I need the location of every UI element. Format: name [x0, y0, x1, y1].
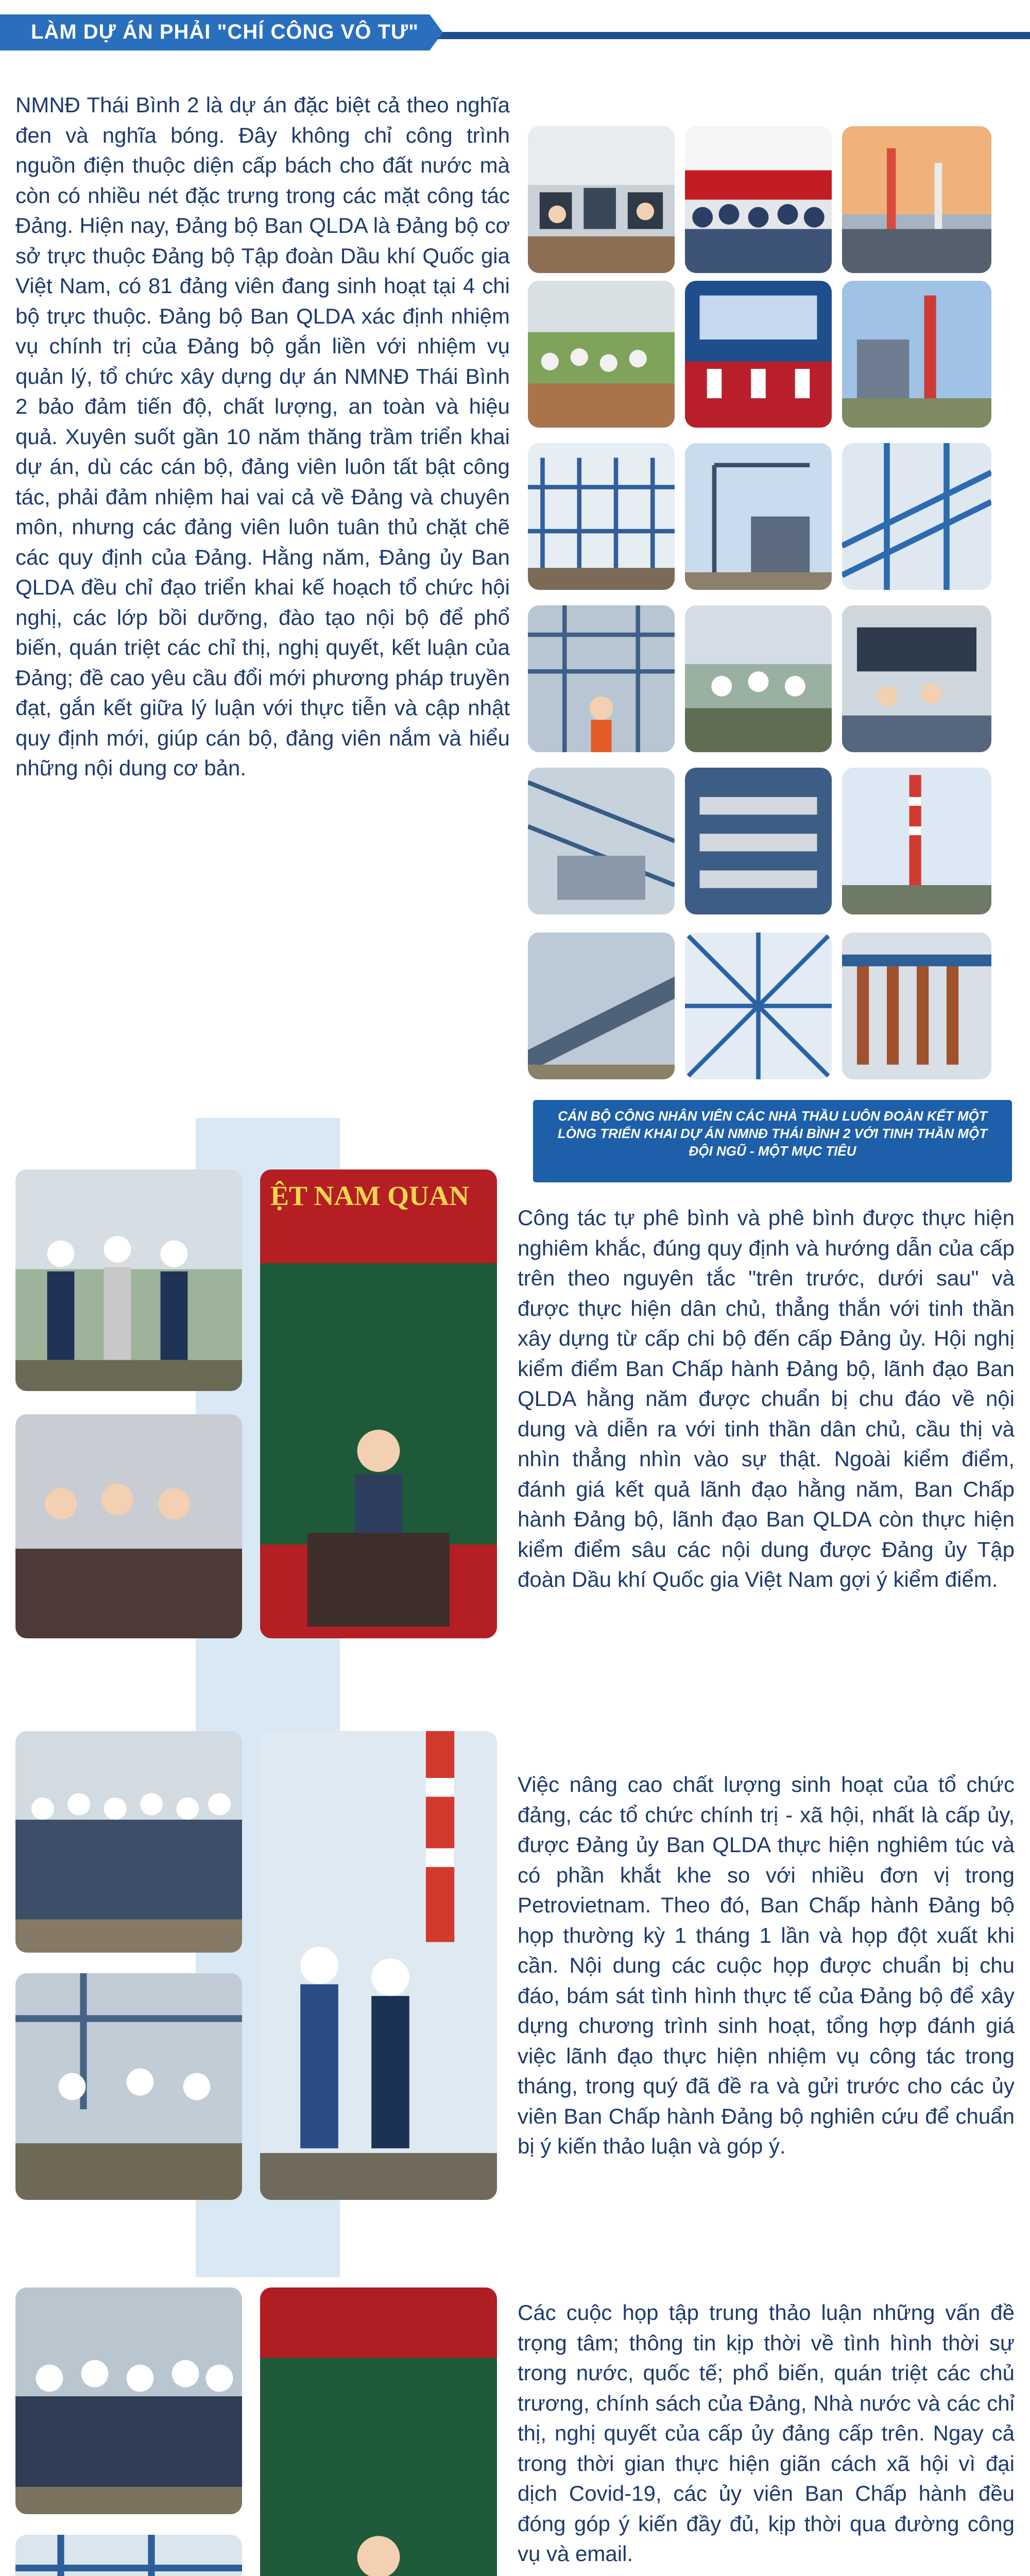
- photo-plant-sky: [842, 281, 991, 428]
- photo-structure-blue: [842, 443, 991, 590]
- photo-speaker-desk: [260, 2287, 497, 2576]
- photo-group-crowd: [685, 126, 832, 273]
- paragraph-meeting-quality: Việc nâng cao chất lượng sinh hoạt của tổ chức đảng, các tổ chức chính trị - xã hội, nhất là cấp ủy, được Đảng ủy Ban QLDA thực hiện nghiêm túc và có phần khắt khe so với nhiều đơn vị trong Petrovietnam. Theo đó, Ban Chấp hành Đảng bộ họp thường kỳ 1 tháng 1 lần và họp đột xuất khi cần. Nội dung các cuộc họp được chuẩn bị chu đáo, bám sát tình hình thực tế của Đảng bộ để xây dựng chương trình sinh hoạt, tổng hợp đánh giá việc lãnh đạo thực hiện nhiệm vụ công tác trong tháng, trong quý đã đề ra và gửi trước cho các ủy viên Ban Chấp hành Đảng bộ nghiên cứu để chuẩn bị ý kiến thảo luận và góp ý.: [518, 1772, 1015, 2158]
- photo-walking-site: [15, 1973, 242, 2200]
- photo-chimney-wide: [842, 768, 991, 914]
- intro-paragraph: NMNĐ Thái Bình 2 là dự án đặc biệt cả theo nghĩa đen và nghĩa bóng. Đây không chỉ công trình nguồn điện thuộc diện cấp bách cho đất nước mà còn có nhiều nét đặc trưng trong các mặt công tác Đảng. Hiện nay, Đảng bộ Ban QLDA là Đảng bộ cơ sở trực thuộc Đảng bộ Tập đoàn Dầu khí Quốc gia Việt Nam, có 81 đảng viên đang sinh hoạt tại 4 chi bộ trực thuộc. Đảng bộ Ban QLDA xác định nhiệm vụ chính trị của Đảng bộ gắn liền với nhiệm vụ quản lý, tổ chức xây dựng dự án NMNĐ Thái Bình 2 bảo đảm tiến độ, chất lượng, an toàn và hiệu quả. Xuyên suốt gần 10 năm thăng trầm triển khai dự án, dù các cán bộ, đảng viên luôn tất bật công tác, phải đảm nhiệm hai vai cả về Đảng và chuyên môn, nhưng các đảng viên luôn tuân thủ chặt chẽ các quy định của Đảng. Hằng năm, Đảng ủy Ban QLDA đều chỉ đạo triển khai kế hoạch tổ chức hội nghị, các lớp bồi dưỡng, đào tạo nội bộ để phổ biến, quán triệt các chỉ thị, nghị quyết, kết luận của Đảng; đề cao yêu cầu đổi mới phương pháp truyền đạt, gắn kết giữa lý luận với thực tiễn và cập nhật quy định mới, giúp cán bộ, đảng viên nắm và hiểu những nội dung cơ bản.: [15, 93, 510, 780]
- photo-site-visit-helmets: [15, 1170, 242, 1391]
- photo-crane-site: [685, 443, 832, 590]
- photo-meeting-field: [528, 281, 675, 428]
- photo-inspection: [685, 605, 832, 752]
- photo-group-helmets-2: [15, 2287, 242, 2514]
- photo-inspection-chimney: [260, 1731, 497, 2200]
- photo-office-room: [528, 126, 675, 273]
- photo-steel-frame: [528, 443, 675, 590]
- banner-text: ỆT NAM QUAN: [270, 1180, 470, 1211]
- photo-workers-steel: [528, 605, 675, 752]
- page-title: LÀM DỰ ÁN PHẢI "CHÍ CÔNG VÔ TƯ": [31, 21, 419, 43]
- photo-group-workers: [15, 1731, 242, 1953]
- photo-rusty-beams: [842, 933, 991, 1079]
- photo-meeting-table: [15, 1414, 242, 1638]
- photo-control-room: [842, 605, 991, 752]
- photo-truss-blue: [685, 933, 832, 1079]
- paragraph-criticism: Công tác tự phê bình và phê bình được thực hiện nghiêm khắc, đúng quy định và hướng dẫn của cấp trên theo nguyên tắc "trên trước, dưới sau" và được thực hiện dân chủ, thẳng thắn với tinh thần xây dựng từ cấp chi bộ đến cấp Đảng ủy. Hội nghị kiểm điểm Ban Chấp hành Đảng bộ, lãnh đạo Ban QLDA hằng năm được chuẩn bị chu đáo về nội dung và diễn ra với tinh thần dân chủ, cầu thị và nhìn thẳng nhìn vào sự thật. Ngoài kiểm điểm, đánh giá kết quả lãnh đạo hằng năm, Ban Chấp hành Đảng bộ, lãnh đạo Ban QLDA còn thực hiện kiểm điểm sâu các nội dung được Đảng ủy Tập đoàn Dầu khí Quốc gia Việt Nam gợi ý kiểm điểm.: [518, 1206, 1015, 1591]
- photo-turbine-hall: [528, 768, 675, 914]
- photo-speech-podium: [260, 1170, 497, 1638]
- photo-pipes: [685, 768, 832, 914]
- photo-plant-chimney: [842, 126, 991, 273]
- photo-steel-workers: [15, 2535, 242, 2576]
- photo-hall-blue: [685, 281, 832, 428]
- photo-conveyor: [528, 933, 675, 1079]
- header-bar: [0, 0, 1030, 57]
- collage-caption: CÁN BỘ CÔNG NHÂN VIÊN CÁC NHÀ THẦU LUÔN ĐOÀN KẾT MỘT LÒNG TRIỂN KHAI DỰ ÁN NMNĐ THÁI BÌNH 2 VỚI TINH THẦN MỘT ĐỘI NGŨ - MỘT MỤC TIÊU: [533, 1100, 1012, 1182]
- paragraph-meeting-focus: Các cuộc họp tập trung thảo luận những vấn đề trọng tâm; thông tin kịp thời về tình hình thời sự trong nước, quốc tế; phổ biến, quán triệt các chủ trương, chính sách của Đảng, Nhà nước và các chỉ thị, nghị quyết của cấp ủy đảng cấp trên. Ngay cả trong thời gian thực hiện giãn cách xã hội vì đại dịch Covid-19, các ủy viên Ban Chấp hành đều đóng góp ý kiến đầy đủ, kịp thời qua đường công vụ và email.: [518, 2300, 1015, 2566]
